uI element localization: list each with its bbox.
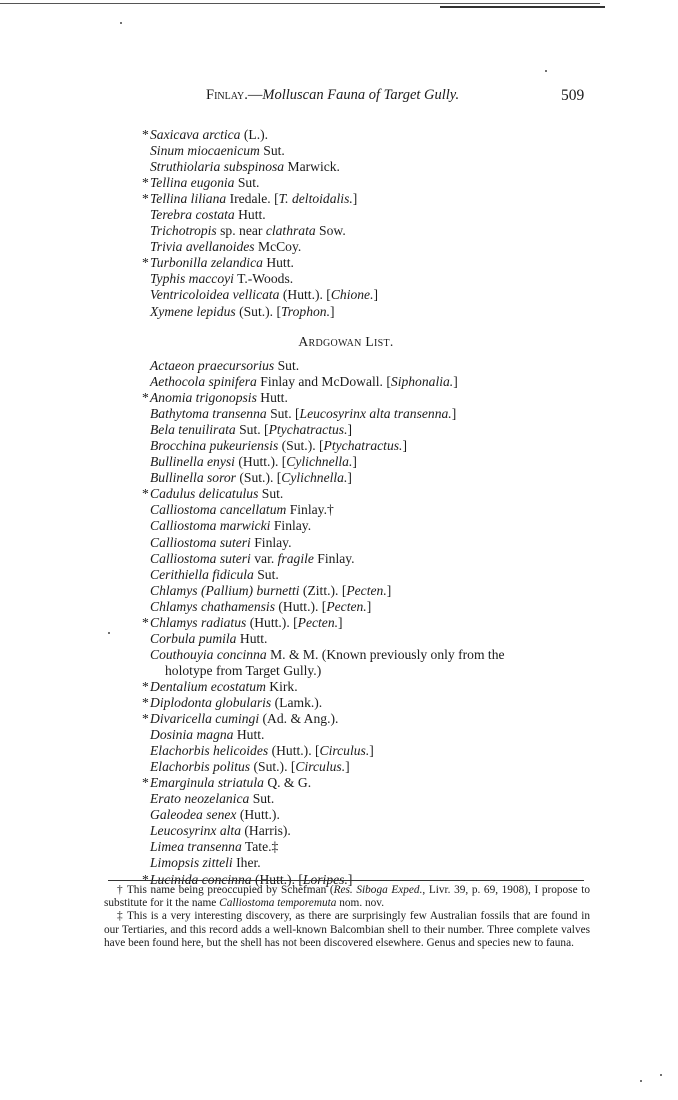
footnote-rule — [108, 880, 584, 881]
species-name: Terebra costata — [150, 207, 235, 223]
new-species-marker: * — [142, 694, 149, 710]
species-entry — [142, 223, 378, 239]
species-entry — [142, 287, 378, 303]
authority: Hutt. — [256, 390, 288, 406]
species-entry — [142, 175, 378, 191]
authority: Kirk. — [265, 678, 298, 694]
species-name: Chlamys chathamensis — [150, 598, 275, 614]
species-entry — [142, 127, 378, 143]
authority: (Sut.). [ — [278, 438, 324, 454]
authority: T.-Woods. — [233, 271, 294, 287]
authority: (Sut.). [ — [250, 759, 296, 775]
new-species-marker: * — [142, 614, 149, 630]
species-name: Cadulus delicatulus — [150, 486, 259, 502]
top-rule-heavy — [440, 6, 605, 8]
synonym: Loripes. — [302, 871, 348, 887]
species-entry — [142, 839, 505, 855]
species-entry — [142, 438, 505, 454]
authority: Hutt. — [234, 207, 266, 223]
entry-end: ] — [451, 406, 457, 422]
species-name: Elachorbis helicoides — [150, 743, 269, 759]
species-entry — [142, 615, 505, 631]
authority: Iher. — [232, 855, 261, 871]
authority: Sut. [ — [235, 422, 269, 438]
new-species-marker: * — [142, 711, 149, 727]
species-entry — [142, 663, 505, 679]
running-title — [206, 87, 459, 104]
species-entry — [142, 535, 505, 551]
new-species-marker: * — [142, 390, 149, 406]
authority: Sut. — [234, 175, 260, 191]
species-name: Bullinella enysi — [150, 454, 235, 470]
authority: var. — [250, 550, 278, 566]
species-name: Actaeon praecursorius — [150, 358, 275, 373]
page-number: 509 — [561, 87, 585, 104]
synonym: T. deltoidalis. — [278, 191, 353, 207]
synonym: Pecten. — [346, 582, 387, 598]
species-entry — [142, 255, 378, 271]
authority: Finlay. — [270, 518, 312, 534]
species-name: Trichotropis — [150, 223, 217, 239]
entry-end: ] — [366, 598, 372, 614]
speck — [640, 1080, 642, 1082]
entry-end: ] — [347, 422, 353, 438]
species-entry — [142, 454, 505, 470]
entry-end: ] — [369, 743, 374, 759]
authority: sp. near — [216, 223, 266, 239]
authority: (Lamk.). — [271, 694, 323, 710]
authority: (L.). — [240, 127, 269, 142]
authority: Sut. — [249, 791, 275, 807]
authority: Q. & G. — [263, 775, 312, 791]
species-entry — [142, 599, 505, 615]
top-rule — [0, 3, 600, 4]
authority: Finlay. — [250, 534, 292, 550]
header-dash: .— — [244, 87, 263, 103]
species-entry — [142, 791, 505, 807]
synonym: Chione. — [330, 287, 374, 303]
synonym: Siphonalia. — [390, 374, 454, 390]
entry-end: ] — [373, 287, 379, 303]
entry-end: ] — [386, 582, 392, 598]
species-list-target-gully — [142, 127, 378, 320]
authority: Sut. — [258, 486, 284, 502]
species-name: Sinum miocaenicum — [150, 143, 260, 159]
new-species-marker: * — [142, 871, 149, 887]
authority: (Hutt.). — [236, 807, 280, 823]
entry-end: ] — [352, 454, 357, 470]
synonym: Pecten. — [326, 598, 367, 614]
species-entry — [142, 679, 505, 695]
synonym: Leucosyrinx alta transenna. — [299, 406, 452, 422]
authority: (Ad. & Ang.). — [259, 711, 339, 727]
synonym: Circulus. — [319, 743, 370, 759]
species-entry — [142, 647, 505, 663]
synonym: Trophon. — [281, 303, 330, 319]
species-entry — [142, 711, 505, 727]
species-name: Struthiolaria subspinosa — [150, 159, 285, 175]
species-name: Bela tenuilirata — [150, 422, 236, 438]
authority: (Sut.). [ — [235, 470, 282, 486]
entry-end: ] — [338, 614, 343, 630]
authority: Hutt. — [262, 255, 294, 271]
footnotes — [104, 884, 590, 950]
species-entry — [142, 358, 505, 374]
species-entry — [142, 583, 505, 599]
species-name: Tellina eugonia — [150, 175, 235, 191]
species-name: Dosinia magna — [150, 727, 234, 743]
authority: (Hutt.). [ — [246, 614, 298, 630]
species-name: Erato neozelanica — [150, 791, 250, 807]
species-entry — [142, 191, 378, 207]
synonym: Ptychatractus. — [323, 438, 403, 454]
species-name: Ventricoloidea vellicata — [150, 287, 280, 303]
species-entry — [142, 470, 505, 486]
authority: Iredale. [ — [226, 191, 279, 207]
species-name: Turbonilla zelandica — [150, 255, 263, 271]
species-name: Leucosyrinx alta — [150, 823, 241, 839]
species-name: Cerithiella fidicula — [150, 566, 254, 582]
species-name: Emarginula striatula — [150, 775, 264, 791]
species-entry — [142, 807, 505, 823]
species-entry — [142, 727, 505, 743]
authority: (Hutt.). [ — [279, 287, 331, 303]
synonym: Circulus. — [295, 759, 346, 775]
authority: (Hutt.). [ — [234, 454, 287, 470]
section-heading: Ardgowan List. — [298, 334, 394, 349]
authority: Finlay.† — [286, 502, 334, 518]
footnote-dagger: † This name being preoccupied by Schefman (Res. Siboga Exped., Livr. 39, p. 69, 1908), I propose to substitute for it the name Calliostoma temporemuta nom. nov. — [104, 884, 590, 910]
authority: Tate.‡ — [241, 839, 279, 855]
species-entry — [142, 374, 505, 390]
synonym: clathrata — [265, 223, 316, 239]
species-name: Limopsis zitteli — [150, 855, 233, 871]
species-name: Couthouyia concinna — [150, 646, 267, 662]
speck — [108, 632, 110, 634]
species-name: Calliostoma cancellatum — [150, 502, 287, 518]
authority: holotype from Target Gully.) — [165, 662, 322, 678]
species-name: Corbula pumila — [150, 630, 237, 646]
species-entry — [142, 422, 505, 438]
species-name: Elachorbis politus — [150, 759, 251, 775]
entry-end: Finlay. — [313, 550, 355, 566]
synonym: Pecten. — [297, 614, 339, 630]
authority: McCoy. — [254, 239, 302, 255]
synonym: Ptychatractus. — [268, 422, 348, 438]
species-name: Saxicava arctica — [150, 127, 241, 142]
species-entry — [142, 406, 505, 422]
entry-end: ] — [329, 303, 335, 319]
authority: Hutt. — [236, 630, 268, 646]
speck — [120, 22, 122, 24]
header-author: Finlay — [206, 87, 245, 103]
species-name: Bathytoma transenna — [150, 406, 267, 422]
species-name: Calliostoma suteri — [150, 550, 251, 566]
authority: (Hutt.). [ — [268, 743, 320, 759]
authority: (Hutt.). [ — [251, 871, 303, 887]
authority: Hutt. — [233, 727, 265, 743]
species-name: Limea transenna — [150, 839, 242, 855]
authority: (Hutt.). [ — [274, 598, 327, 614]
species-entry — [142, 823, 505, 839]
species-entry — [142, 159, 378, 175]
entry-end: ] — [402, 438, 407, 454]
species-name: Diplodonta globularis — [150, 694, 272, 710]
species-entry — [142, 551, 505, 567]
species-entry — [142, 390, 505, 406]
species-entry — [142, 271, 378, 287]
species-entry — [142, 567, 505, 583]
authority: Finlay and McDowall. [ — [256, 374, 391, 390]
species-name: Calliostoma marwicki — [150, 518, 271, 534]
running-header — [0, 87, 678, 109]
species-name: Chlamys (Pallium) burnetti — [150, 582, 300, 598]
species-name: Dentalium ecostatum — [150, 678, 266, 694]
footnote-double-dagger: ‡ This is a very interesting discovery, as there are surprisingly few Australian fossils that are found in our Tertiaries, and this record adds a well-known Balcombian shell to their number. Three complete valves have been found here, but the shell has not been discovered elsewhere. Genus and species new to fauna. — [104, 910, 590, 949]
new-species-marker: * — [142, 775, 149, 791]
species-entry — [142, 502, 505, 518]
entry-end: Sow. — [315, 223, 346, 239]
species-name: Brocchina pukeuriensis — [150, 438, 279, 454]
species-name: Galeodea senex — [150, 807, 237, 823]
authority: Marwick. — [284, 159, 340, 175]
entry-end: ] — [345, 759, 350, 775]
species-list-ardgowan — [142, 358, 505, 888]
species-name: Anomia trigonopsis — [150, 390, 257, 406]
new-species-marker: * — [142, 175, 149, 191]
authority: Sut. — [274, 358, 300, 373]
entry-end: ] — [352, 191, 358, 207]
species-entry — [142, 775, 505, 791]
species-entry — [142, 855, 505, 871]
speck — [660, 1074, 662, 1076]
species-entry — [142, 239, 378, 255]
new-species-marker: * — [142, 255, 149, 271]
authority: Sut. — [253, 566, 279, 582]
authority: Sut. — [259, 143, 285, 159]
species-name: Trivia avellanoides — [150, 239, 255, 255]
species-entry — [142, 304, 378, 320]
species-name: Divaricella cumingi — [150, 711, 260, 727]
species-name: Lucinida concinna — [150, 871, 252, 887]
species-name: Xymene lepidus — [150, 303, 236, 319]
species-entry — [142, 518, 505, 534]
synonym: Cylichnella. — [286, 454, 353, 470]
new-species-marker: * — [142, 486, 149, 502]
species-entry — [142, 631, 505, 647]
synonym: fragile — [277, 550, 314, 566]
species-entry — [142, 695, 505, 711]
species-entry — [142, 759, 505, 775]
species-name: Bullinella soror — [150, 470, 236, 486]
species-name: Tellina liliana — [150, 191, 227, 207]
header-title: Molluscan Fauna of Target Gully. — [262, 87, 460, 103]
species-name: Typhis maccoyi — [150, 271, 234, 287]
authority: Sut. [ — [266, 406, 300, 422]
authority: (Harris). — [241, 823, 291, 839]
authority: (Sut.). [ — [235, 303, 281, 319]
species-name: Aethocola spinifera — [150, 374, 257, 390]
species-entry — [142, 207, 378, 223]
species-name: Calliostoma suteri — [150, 534, 251, 550]
entry-end: ] — [453, 374, 458, 390]
species-entry — [142, 143, 378, 159]
new-species-marker: * — [142, 191, 149, 207]
species-name: Chlamys radiatus — [150, 614, 247, 630]
entry-end: ] — [347, 470, 352, 486]
synonym: Cylichnella. — [281, 470, 348, 486]
new-species-marker: * — [142, 127, 149, 142]
speck — [545, 70, 547, 72]
authority: M. & M. (Known previously only from the — [266, 646, 505, 662]
authority: (Zitt.). [ — [299, 582, 347, 598]
new-species-marker: * — [142, 678, 149, 694]
entry-end: ] — [347, 871, 353, 887]
species-entry — [142, 743, 505, 759]
species-entry — [142, 486, 505, 502]
